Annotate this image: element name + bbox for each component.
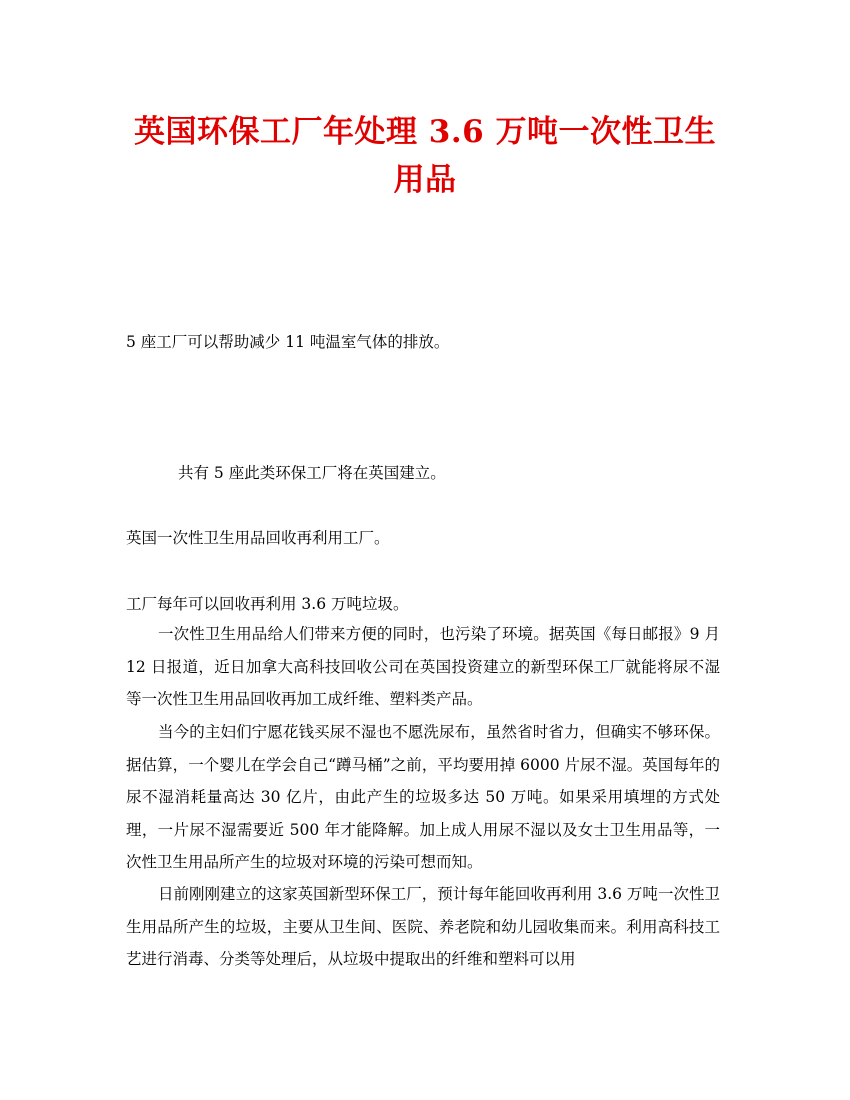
body-paragraph-3: 日前刚刚建立的这家英国新型环保工厂，预计每年能回收再利用 3.6 万吨一次性卫生用品所产生的垃圾，主要从卫生间、医院、养老院和幼儿园收集而来。利用高科技工艺进行消毒、分类等处理后，从垃圾中提取出的纤维和塑料可以用 [126, 885, 720, 968]
summary-line: 5 座工厂可以帮助减少 11 吨温室气体的排放。 [126, 333, 450, 351]
document-title: 英国环保工厂年处理 3.6 万吨一次性卫生用品 [133, 114, 716, 198]
photo-caption-1: 共有 5 座此类环保工厂将在英国建立。 [178, 464, 446, 482]
photo-caption-2: 英国一次性卫生用品回收再利用工厂。 [126, 529, 390, 547]
photo-caption-3: 工厂每年可以回收再利用 3.6 万吨垃圾。 [126, 595, 409, 613]
body-paragraph-1: 一次性卫生用品给人们带来方便的同时，也污染了环境。据英国《每日邮报》9 月 12 日报道，近日加拿大高科技回收公司在英国投资建立的新型环保工厂就能将尿不湿等一次性卫生用品回收再加工成纤维、塑料类产品。 [126, 625, 720, 708]
body-paragraph-2: 当今的主妇们宁愿花钱买尿不湿也不愿洗尿布，虽然省时省力，但确实不够环保。据估算，一个婴儿在学会自己“蹲马桶”之前，平均要用掉 6000 片尿不湿。英国每年的尿不湿消耗量高达 30 亿片，由此产生的垃圾多达 50 万吨。如果采用填埋的方式处理，一片尿不湿需要近 500 年才能降解。加上成人用尿不湿以及女士卫生用品等，一次性卫生用品所产生的垃圾对环境的污染可想而知。 [126, 723, 720, 871]
